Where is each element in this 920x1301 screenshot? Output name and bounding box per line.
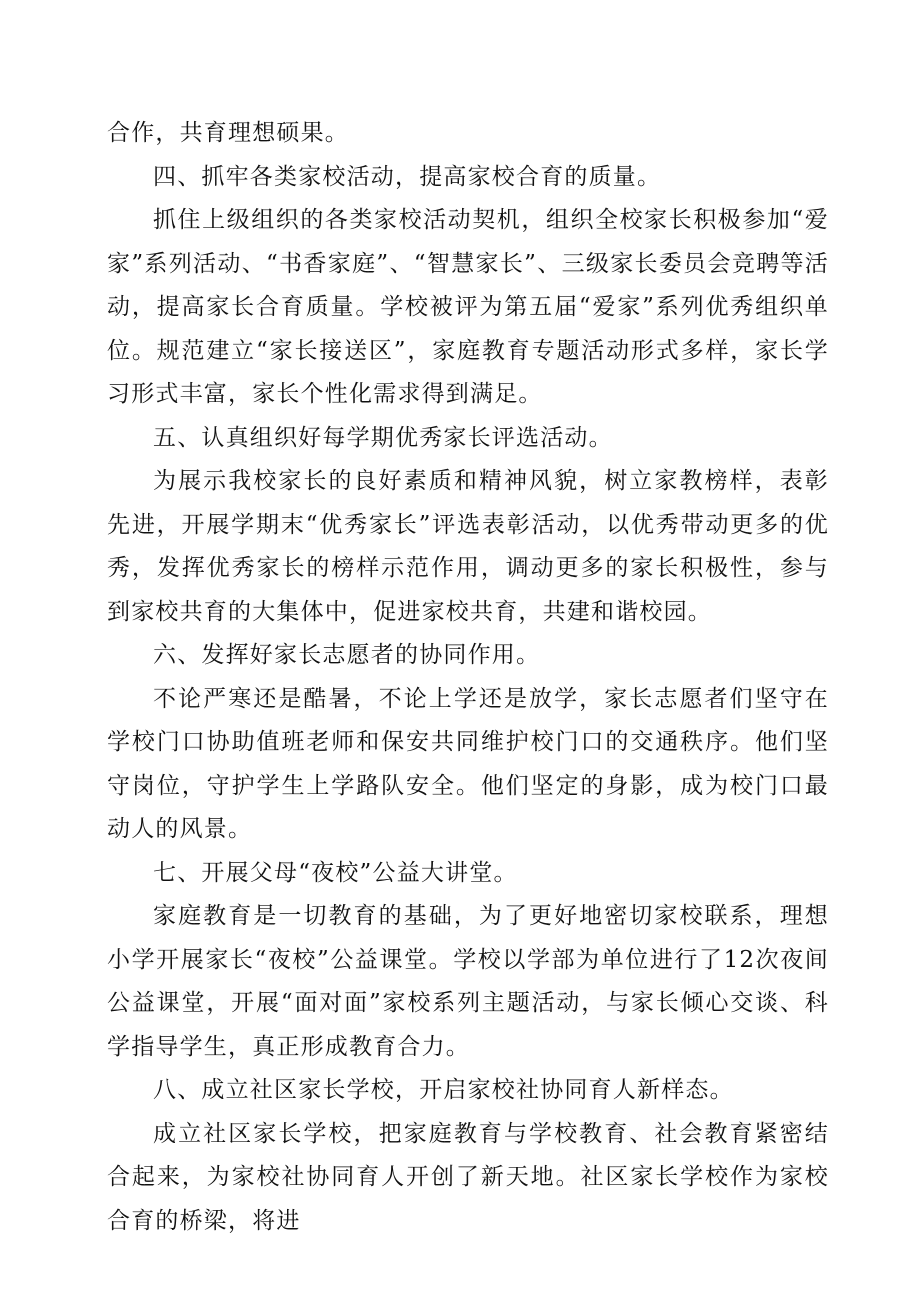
paragraph-section-5: 为展示我校家长的良好素质和精神风貌，树立家教榜样，表彰先进，开展学期末“优秀家长”评选表彰活动，以优秀带动更多的优秀，发挥优秀家长的榜样示范作用，调动更多的家长积极性，参与到家校共育的大集体中，促进家校共育，共建和谐校园。 <box>107 468 829 625</box>
section-heading-4: 四、抓牢各类家校活动，提高家校合育的质量。 <box>153 163 662 190</box>
section-heading-8: 八、成立社区家长学校，开启家校社协同育人新样态。 <box>153 1077 734 1103</box>
paragraph-section-6: 不论严寒还是酷暑，不论上学还是放学，家长志愿者们坚守在学校门口协助值班老师和保安共同维护校门口的交通秩序。他们坚守岗位，守护学生上学路队安全。他们坚定的身影，成为校门口最动人的风景。 <box>107 685 829 842</box>
section-heading-7: 七、开展父母“夜校”公益大讲堂。 <box>153 859 518 886</box>
paragraph-continuation: 合作，共育理想硕果。 <box>107 120 349 146</box>
paragraph-section-7: 家庭教育是一切教育的基础，为了更好地密切家校联系，理想小学开展家长“夜校”公益课堂。学校以学部为单位进行了12次夜间公益课堂，开展“面对面”家校系列主题活动，与家长倾心交谈、科学指导学生，真正形成教育合力。 <box>107 903 829 1060</box>
paragraph-section-4: 抓住上级组织的各类家校活动契机，组织全校家长积极参加“爱家”系列活动、“书香家庭”、“智慧家长”、三级家长委员会竞聘等活动，提高家长合育质量。学校被评为第五届“爱家”系列优秀组织单位。规范建立“家长接送区”，家庭教育专题活动形式多样，家长学习形式丰富，家长个性化需求得到满足。 <box>107 207 829 407</box>
paragraph-section-8: 成立社区家长学校，把家庭教育与学校教育、社会教育紧密结合起来，为家校社协同育人开创了新天地。社区家长学校作为家校合育的桥梁，将进 <box>107 1120 829 1234</box>
document-body <box>107 112 829 1243</box>
section-heading-6: 六、发挥好家长志愿者的协同作用。 <box>153 642 541 668</box>
section-heading-5: 五、认真组织好每学期优秀家长评选活动。 <box>153 424 613 451</box>
